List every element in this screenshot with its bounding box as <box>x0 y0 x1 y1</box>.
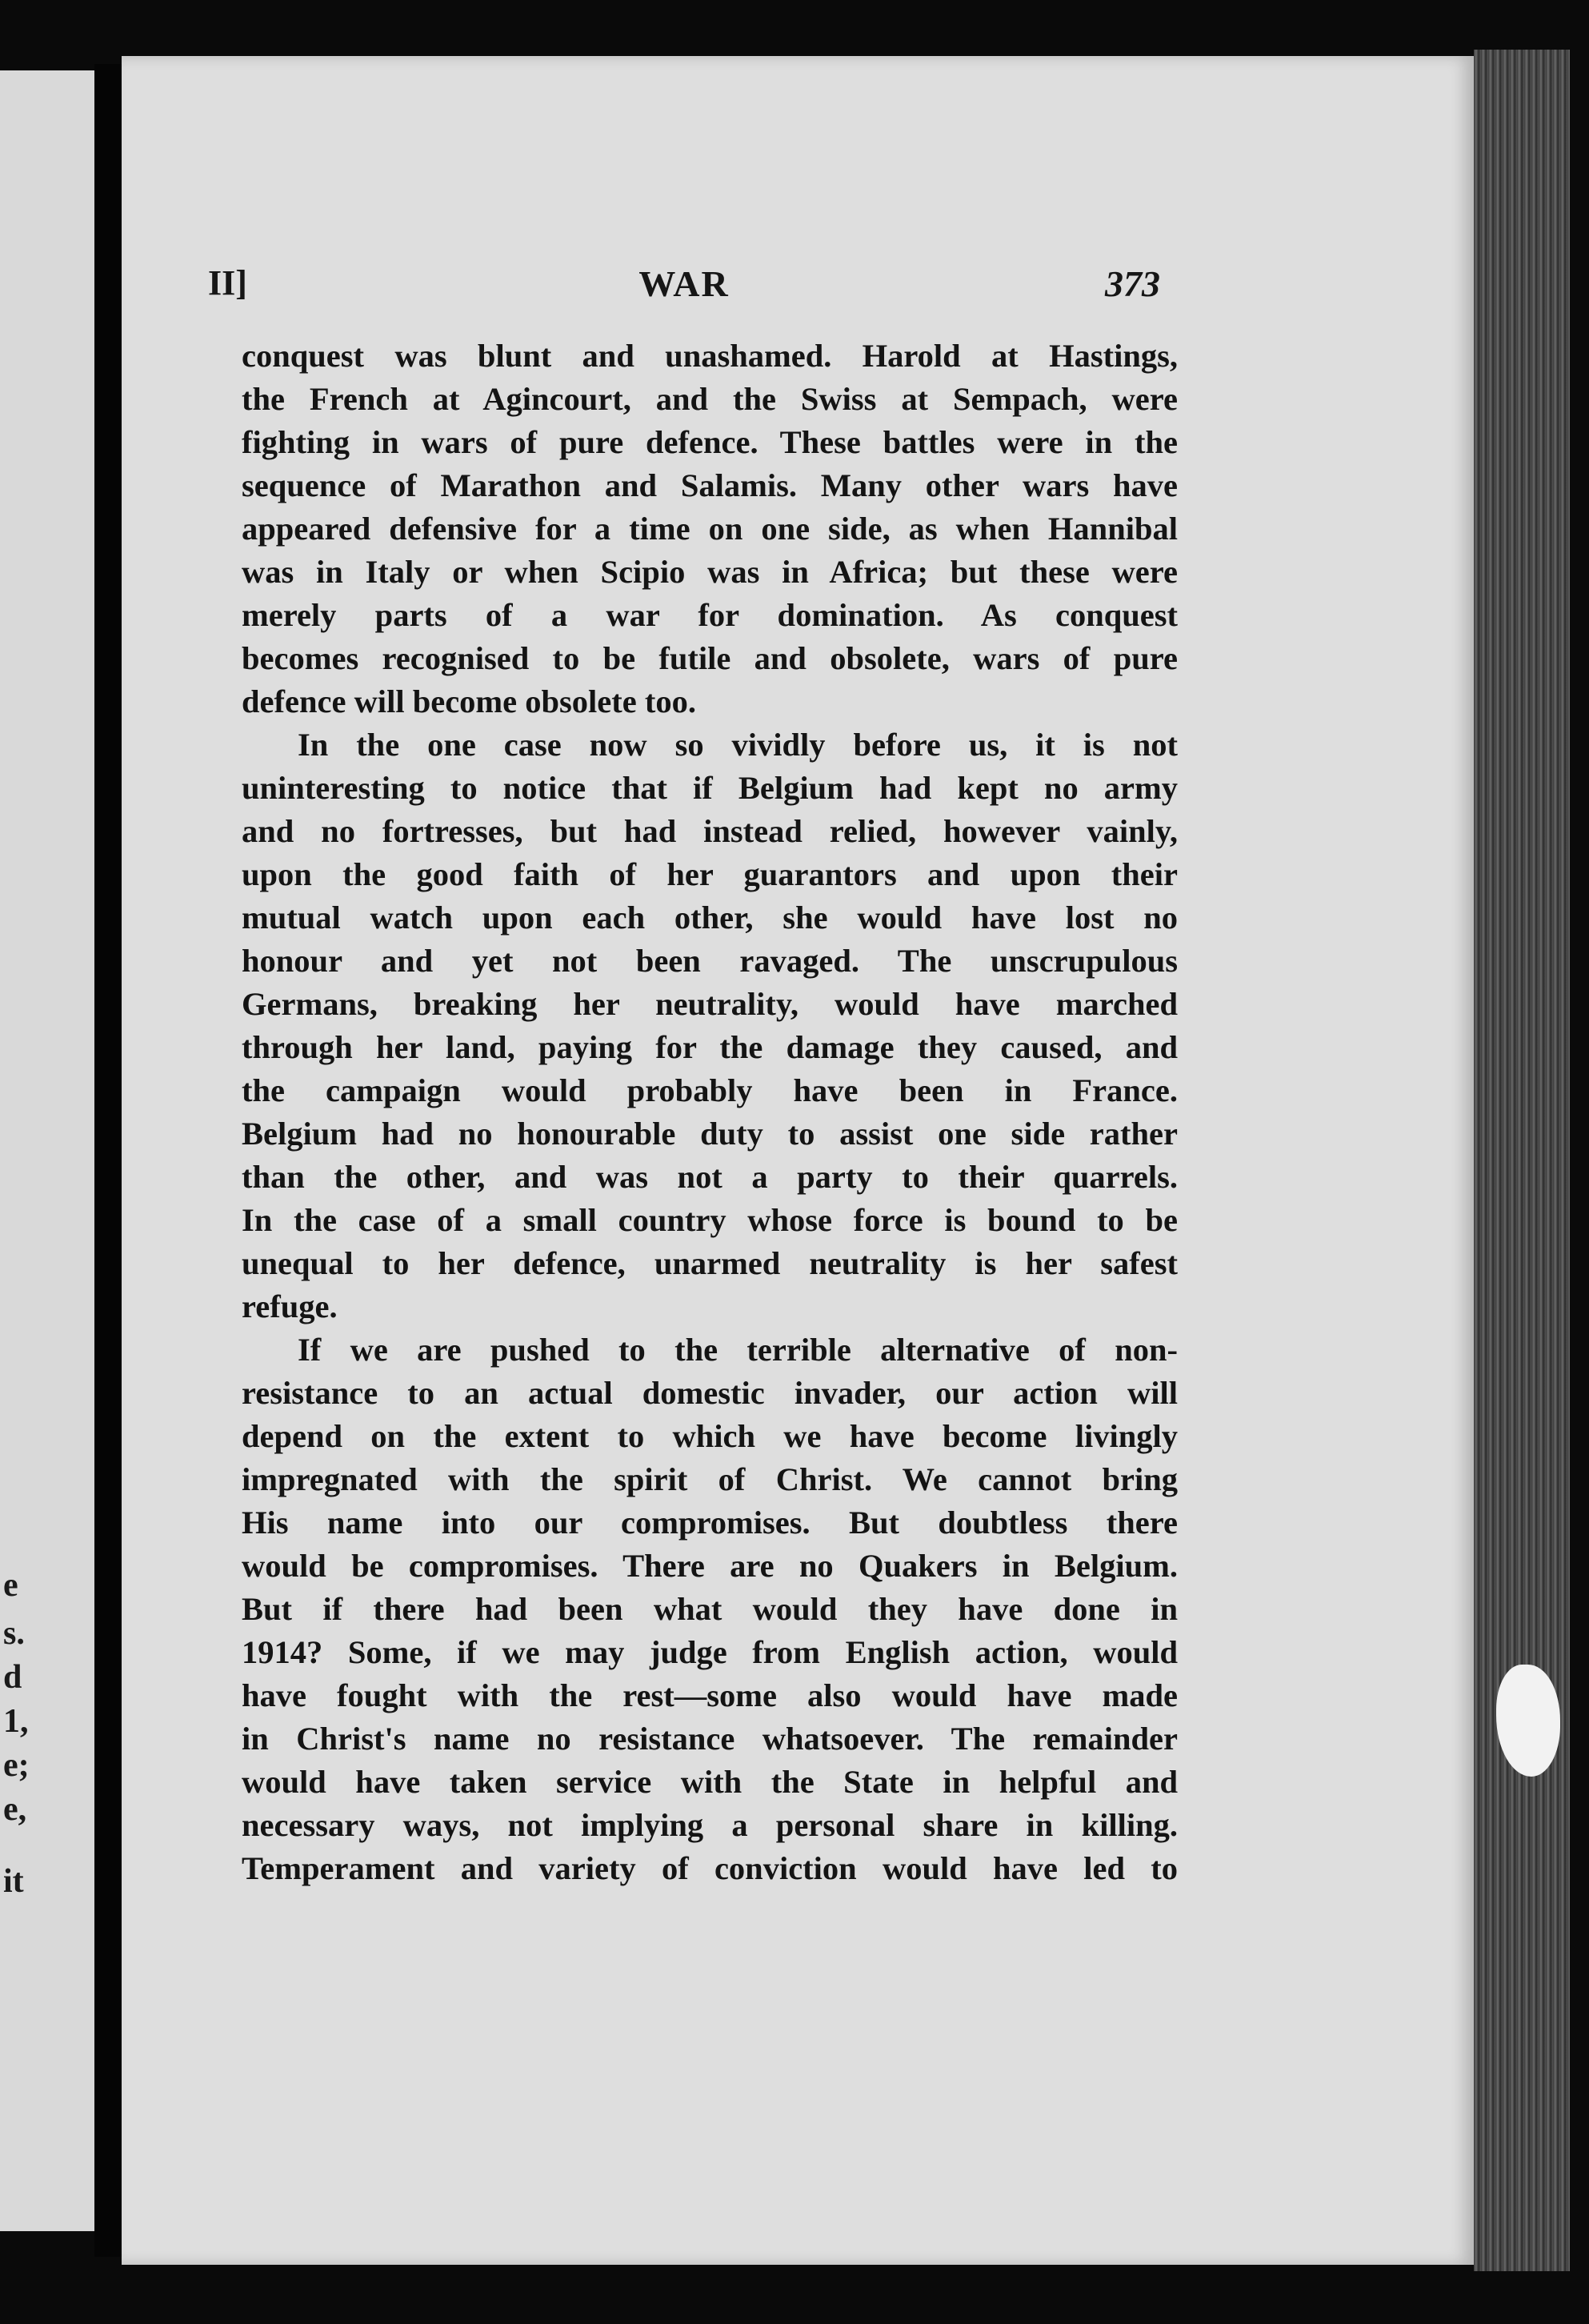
text-line: unequal to her defence, unarmed neutrality is her safest <box>242 1245 1178 1281</box>
page-number: 373 <box>1105 263 1160 304</box>
text-line: defence will become obsolete too. <box>242 683 696 719</box>
text-line: mutual watch upon each other, she would have lost no <box>242 900 1178 936</box>
text-line: necessary ways, not implying a personal share in killing. <box>242 1807 1178 1843</box>
previous-page-fragment <box>0 70 94 2231</box>
text-line: impregnated with the spirit of Christ. We cannot bring <box>242 1461 1178 1497</box>
page-gutter <box>94 64 122 2257</box>
text-line: the French at Agincourt, and the Swiss at Sempach, were <box>242 381 1178 417</box>
running-title: WAR <box>638 263 730 304</box>
left-page-text-fragment: d <box>3 1659 22 1696</box>
text-line: would be compromises. There are no Quakers in Belgium. <box>242 1548 1178 1584</box>
text-line: uninteresting to notice that if Belgium had kept no army <box>242 770 1178 806</box>
text-line: Belgium had no honourable duty to assist one side rather <box>242 1116 1178 1152</box>
left-page-text-fragment: e, <box>3 1791 27 1828</box>
text-line: His name into our compromises. But doubtless there <box>242 1505 1178 1541</box>
chapter-mark: II] <box>208 263 247 303</box>
text-line: refuge. <box>242 1288 338 1324</box>
text-line: the campaign would probably have been in France. <box>242 1072 1178 1108</box>
text-line: resistance to an actual domestic invader, our action will <box>242 1375 1178 1411</box>
text-line: 1914? Some, if we may judge from English action, would <box>242 1634 1178 1670</box>
text-line: and no fortresses, but had instead relied, however vainly, <box>242 813 1178 849</box>
text-line: In the one case now so vividly before us, it is not <box>298 727 1178 763</box>
text-line: merely parts of a war for domination. As conquest <box>242 597 1178 633</box>
text-line: appeared defensive for a time on one side, as when Hannibal <box>242 511 1178 547</box>
text-line: Temperament and variety of conviction would have led to <box>242 1850 1178 1886</box>
text-line: fighting in wars of pure defence. These battles were in the <box>242 424 1178 460</box>
left-page-text-fragment: e; <box>3 1747 30 1784</box>
text-line: have fought with the rest—some also would have made <box>242 1677 1178 1713</box>
text-line: would have taken service with the State in helpful and <box>242 1764 1178 1800</box>
left-page-text-fragment: e <box>3 1567 18 1604</box>
text-line: conquest was blunt and unashamed. Harold at Hastings, <box>242 338 1178 374</box>
left-page-text-fragment: 1, <box>3 1703 29 1740</box>
text-line: But if there had been what would they have done in <box>242 1591 1178 1627</box>
text-line: than the other, and was not a party to their quarrels. <box>242 1159 1178 1195</box>
text-line: In the case of a small country whose force is bound to be <box>242 1202 1178 1238</box>
text-line: upon the good faith of her guarantors and upon their <box>242 856 1178 892</box>
left-page-text-fragment: it <box>3 1863 24 1900</box>
text-line: If we are pushed to the terrible alternative of non- <box>298 1332 1178 1368</box>
text-line: through her land, paying for the damage they caused, and <box>242 1029 1178 1065</box>
running-head <box>208 262 1160 311</box>
text-line: honour and yet not been ravaged. The unscrupulous <box>242 943 1178 979</box>
text-line: was in Italy or when Scipio was in Africa; but these were <box>242 554 1178 590</box>
book-edge <box>1474 50 1570 2271</box>
text-line: becomes recognised to be futile and obsolete, wars of pure <box>242 640 1178 676</box>
text-line: depend on the extent to which we have become livingly <box>242 1418 1178 1454</box>
text-line: Germans, breaking her neutrality, would have marched <box>242 986 1178 1022</box>
text-line: sequence of Marathon and Salamis. Many other wars have <box>242 467 1178 503</box>
left-page-text-fragment: s. <box>3 1615 25 1652</box>
text-line: in Christ's name no resistance whatsoever. The remainder <box>242 1721 1178 1757</box>
body-text <box>242 335 1178 1890</box>
